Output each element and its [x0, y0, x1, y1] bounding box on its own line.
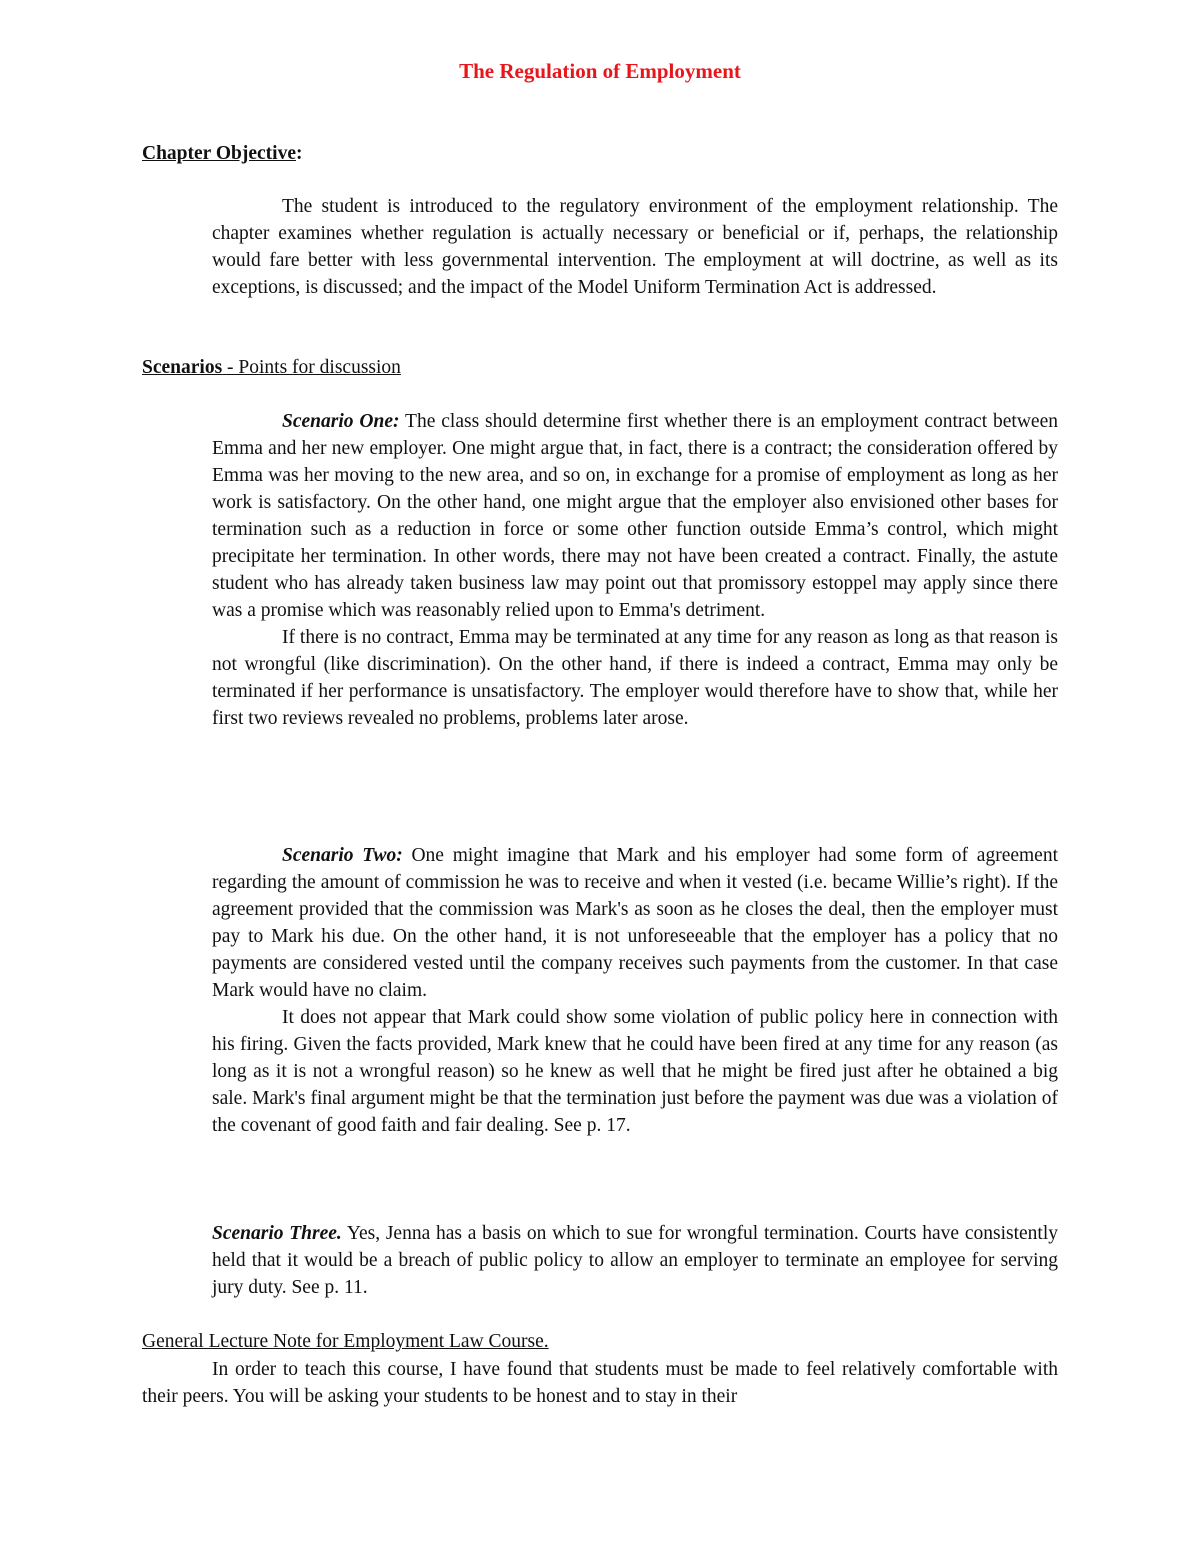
- scenario-two-paragraph-1: [212, 842, 1058, 1004]
- chapter-objective-text: [212, 193, 1058, 301]
- chapter-objective-colon: :: [295, 143, 303, 164]
- scenario-two-paragraph-2: It does not appear that Mark could show some violation of public policy here in connection with his firing. Given the facts provided, Mark knew that he could have been fired at any time for any reason (as long as it is not a wrongful reason) so he knew as well that he might be fired just after he obtained a big sale. Mark's final argument might be that the termination just before the payment was due was a violation of the covenant of good faith and fair dealing. See p. 17.: [212, 1007, 1058, 1136]
- scenario-two-label: Scenario Two:: [282, 845, 403, 866]
- chapter-objective-heading-text: Chapter Objective: [142, 143, 296, 164]
- lecture-note-heading: General Lecture Note for Employment Law Course.: [142, 1331, 549, 1352]
- scenario-three-label: Scenario Three.: [212, 1223, 342, 1244]
- scenario-one-paragraph-1: [212, 408, 1058, 624]
- scenario-one: [212, 408, 1058, 732]
- chapter-objective-heading: [142, 141, 302, 167]
- scenario-two: [212, 842, 1058, 1139]
- objective-paragraph: The student is introduced to the regulatory environment of the employment relationship. The chapter examines whether regulation is actually necessary or beneficial or if, perhaps, the relationship would fare better with less governmental intervention. The employment at will doctrine, as well as its exceptions, is discussed; and the impact of the Model Uniform Termination Act is addressed.: [212, 196, 1058, 298]
- scenario-three-paragraph: [212, 1220, 1058, 1301]
- scenarios-heading: [142, 355, 401, 381]
- scenario-two-text-1: One might imagine that Mark and his employer had some form of agreement regarding the amount of commission he was to receive and when it vested (i.e. became Willie’s right). If the agreement provided that the commission was Mark's as soon as he closes the deal, then the employer must pay to Mark his due. On the other hand, it is not unforeseeable that the employer has a policy that no payments are considered vested until the company receives such payments from the customer. In that case Mark would have no claim.: [212, 845, 1058, 1001]
- lecture-note-paragraph: In order to teach this course, I have found that students must be made to feel relatively comfortable with their peers. You will be asking your students to be honest and to stay in their: [142, 1359, 1058, 1407]
- scenario-one-paragraph-2: If there is no contract, Emma may be terminated at any time for any reason as long as that reason is not wrongful (like discrimination). On the other hand, if there is indeed a contract, Emma may only be terminated if her performance is unsatisfactory. The employer would therefore have to show that, while her first two reviews revealed no problems, problems later arose.: [212, 627, 1058, 729]
- scenario-one-label: Scenario One:: [282, 411, 400, 432]
- lecture-note-text: [142, 1356, 1058, 1410]
- scenarios-heading-bold: Scenarios: [142, 357, 223, 378]
- scenario-three: [212, 1220, 1058, 1301]
- page-title: The Regulation of Employment: [459, 59, 741, 83]
- scenario-one-text-1: The class should determine first whether there is an employment contract between Emma and her new employer. One might argue that, in fact, there is a contract; the consideration offered by Emma was her moving to the new area, and so on, in exchange for a promise of employment as long as her work is satisfactory. On the other hand, one might argue that the employer also envisioned other bases for termination such as a reduction in force or some other function outside Emma’s control, which might precipitate her termination. In other words, there may not have been created a contract. Finally, the astute student who has already taken business law may point out that promissory estoppel may apply since there was a promise which was reasonably relied upon to Emma's detriment.: [212, 411, 1058, 621]
- scenarios-heading-rest: - Points for discussion: [222, 357, 401, 378]
- scenario-three-text: Yes, Jenna has a basis on which to sue for wrongful termination. Courts have consistently held that it would be a breach of public policy to allow an employer to terminate an employee for serving jury duty. See p. 11.: [212, 1223, 1058, 1298]
